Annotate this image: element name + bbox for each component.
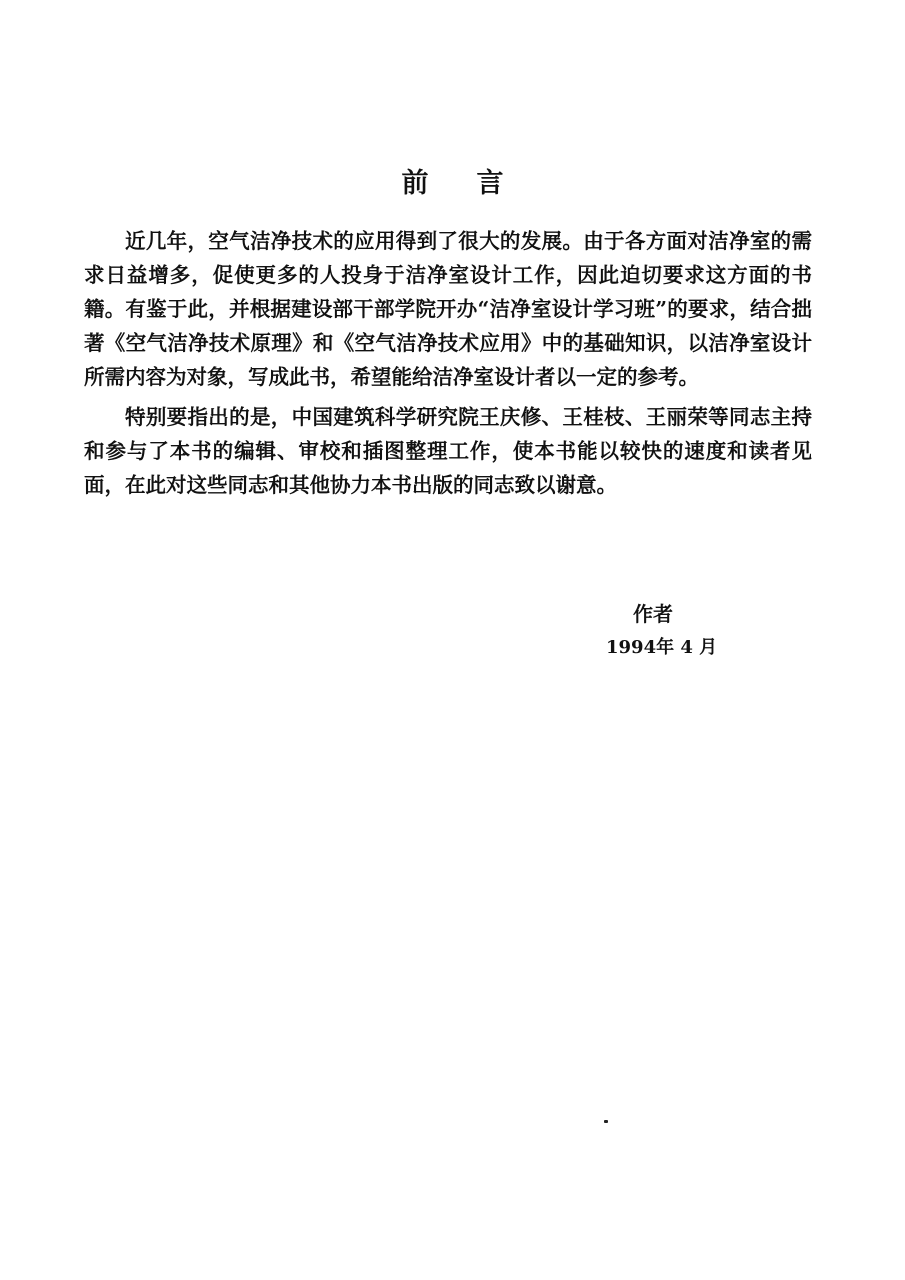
preface-body [84,224,812,502]
preface-paragraph-2: 特别要指出的是，中国建筑科学研究院王庆修、王桂枝、王丽荣等同志主持和参与了本书的编辑、审校和插图整理工作，使本书能以较快的速度和读者见面，在此对这些同志和其他协力本书出版的同志致以谢意。 [84,405,812,497]
page-title: 前言 [401,168,552,199]
preface-paragraph-1: 近几年，空气洁净技术的应用得到了很大的发展。由于各方面对洁净室的需求日益增多，促使更多的人投身于洁净室设计工作，因此迫切要求这方面的书籍。有鉴于此，并根据建设部干部学院开办“洁净室设计学习班”的要求，结合拙著《空气洁净技术原理》和《空气洁净技术应用》中的基础知识，以洁净室设计所需内容为对象，写成此书，希望能给洁净室设计者以一定的参考。 [84,229,812,389]
scan-speck [604,1120,608,1123]
signature-date: 1994年 4 月 [606,637,718,658]
signature-author: 作者 [633,602,673,626]
